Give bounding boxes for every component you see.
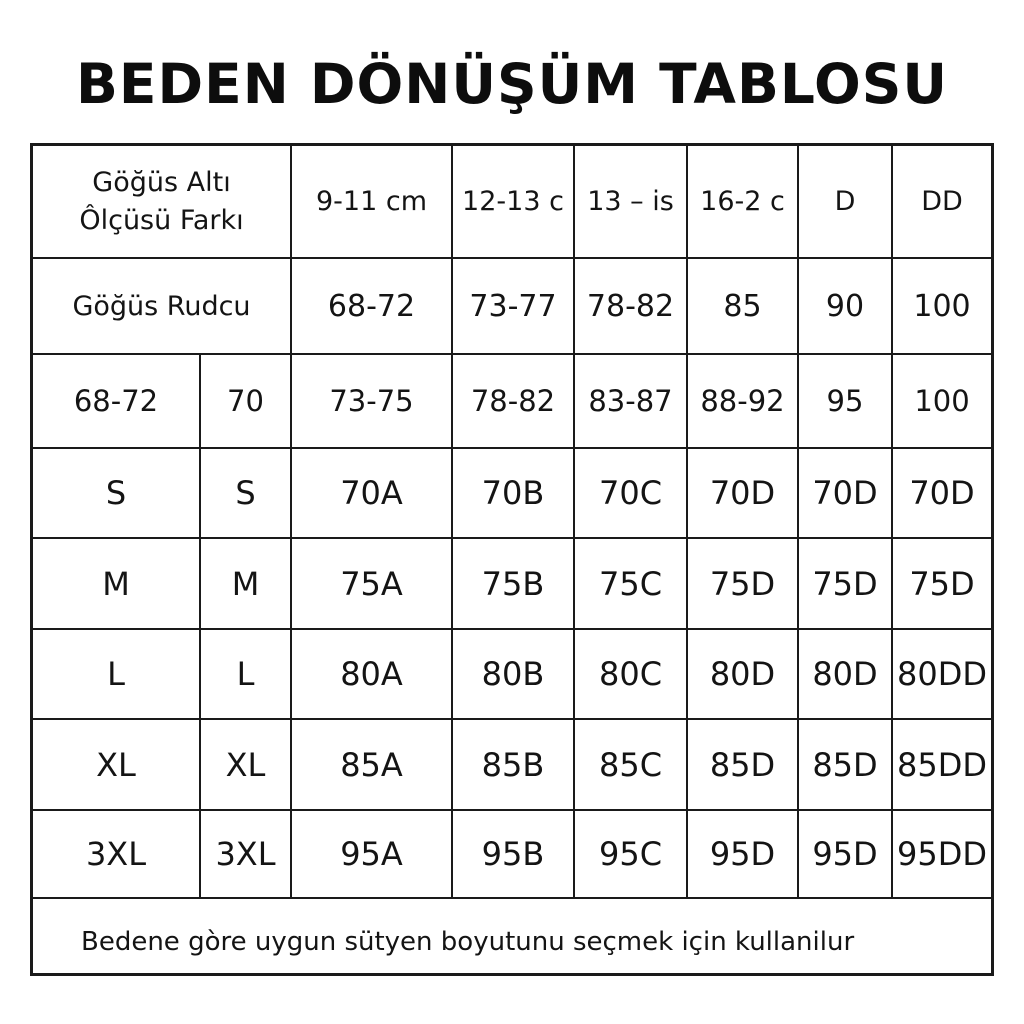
size-table-grid (33, 146, 991, 985)
size-label-cell: 3XL (200, 810, 291, 898)
header-row (33, 146, 991, 258)
bra-size-cell: 80A (291, 629, 452, 719)
bra-size-cell: 75A (291, 538, 452, 629)
size-label-cell: XL (33, 719, 200, 810)
bust-value-cell: 73-77 (452, 258, 574, 354)
size-row-xl (33, 719, 991, 810)
measurement-value-cell: 100 (892, 354, 991, 448)
size-row-3xl (33, 810, 991, 898)
bra-size-cell: 95DD (892, 810, 991, 898)
bra-size-cell: 75D (687, 538, 798, 629)
bra-size-cell: 85B (452, 719, 574, 810)
bra-size-cell: 75C (574, 538, 687, 629)
bra-size-cell: 70B (452, 448, 574, 538)
bust-value-cell: 68-72 (291, 258, 452, 354)
bra-size-cell: 95B (452, 810, 574, 898)
size-conversion-table (30, 143, 994, 976)
cup-header-cell: D (798, 146, 892, 258)
underbust-difference-header (33, 146, 291, 258)
bust-value-cell: 100 (892, 258, 991, 354)
bra-size-cell: 95D (798, 810, 892, 898)
header-label-line1: Göğüs Altı (92, 166, 231, 198)
bust-value-cell: 90 (798, 258, 892, 354)
bra-size-cell: 70A (291, 448, 452, 538)
bust-label-cell: Göğüs Rudcu (33, 258, 291, 354)
bra-size-cell: 85D (687, 719, 798, 810)
size-label-cell: L (33, 629, 200, 719)
bra-size-cell: 75D (892, 538, 991, 629)
measurement-band-cell: 70 (200, 354, 291, 448)
bust-value-cell: 78-82 (574, 258, 687, 354)
size-row-l (33, 629, 991, 719)
cup-header-cell: 16-2 c (687, 146, 798, 258)
bra-size-cell: 75D (798, 538, 892, 629)
cup-header-cell: 12-13 c (452, 146, 574, 258)
cup-header-cell: 13 – is (574, 146, 687, 258)
header-label-line2: Ôlçüsü Farkı (79, 204, 244, 236)
measurement-value-cell: 78-82 (452, 354, 574, 448)
cup-header-cell: DD (892, 146, 991, 258)
bra-size-cell: 80D (798, 629, 892, 719)
bra-size-cell: 85C (574, 719, 687, 810)
measurement-row (33, 354, 991, 448)
size-label-cell: S (200, 448, 291, 538)
size-label-cell: XL (200, 719, 291, 810)
measurement-value-cell: 73-75 (291, 354, 452, 448)
bust-row (33, 258, 991, 354)
size-label-cell: L (200, 629, 291, 719)
size-label-cell: M (200, 538, 291, 629)
bra-size-cell: 80C (574, 629, 687, 719)
bra-size-cell: 85A (291, 719, 452, 810)
bra-size-cell: 70D (687, 448, 798, 538)
bra-size-cell: 85DD (892, 719, 991, 810)
size-label-cell: M (33, 538, 200, 629)
footer-note: Bedene gòre uygun sütyen boyutunu seçmek için kullanilur (33, 898, 991, 985)
measurement-value-cell: 95 (798, 354, 892, 448)
bra-size-cell: 85D (798, 719, 892, 810)
size-row-m (33, 538, 991, 629)
bra-size-cell: 75B (452, 538, 574, 629)
bra-size-cell: 95C (574, 810, 687, 898)
bra-size-cell: 70D (798, 448, 892, 538)
bra-size-cell: 80D (687, 629, 798, 719)
size-label-cell: 3XL (33, 810, 200, 898)
bust-value-cell: 85 (687, 258, 798, 354)
page-title: BEDEN DÖNÜŞÜM TABLOSU (76, 52, 948, 116)
footer-note-row (33, 898, 991, 985)
measurement-range-cell: 68-72 (33, 354, 200, 448)
measurement-value-cell: 88-92 (687, 354, 798, 448)
size-row-s (33, 448, 991, 538)
size-label-cell: S (33, 448, 200, 538)
bra-size-cell: 80B (452, 629, 574, 719)
cup-header-cell: 9-11 cm (291, 146, 452, 258)
bra-size-cell: 80DD (892, 629, 991, 719)
measurement-value-cell: 83-87 (574, 354, 687, 448)
bra-size-cell: 95D (687, 810, 798, 898)
bra-size-cell: 95A (291, 810, 452, 898)
bra-size-cell: 70D (892, 448, 991, 538)
bra-size-cell: 70C (574, 448, 687, 538)
